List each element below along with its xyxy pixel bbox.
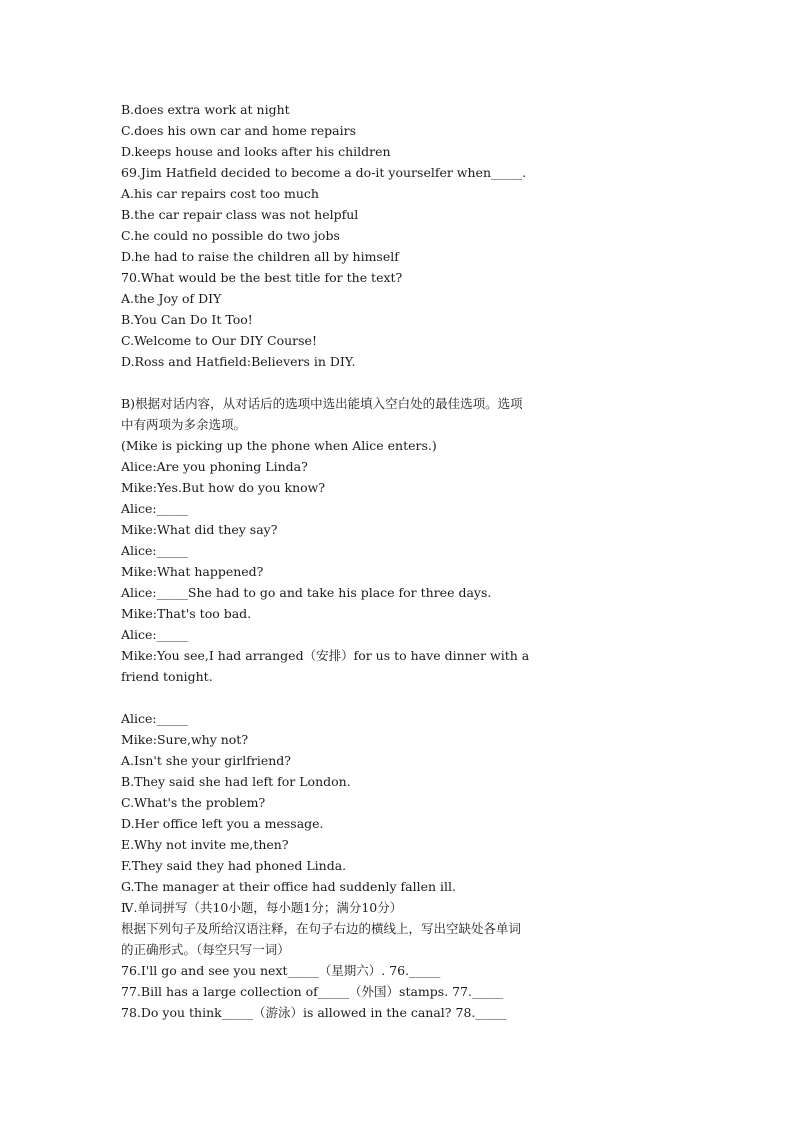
text-line: Alice:_____ <box>121 501 188 516</box>
blank-line <box>121 687 591 708</box>
text-line: 76.I'll go and see you next_____（星期六）. 76._____ <box>121 963 441 978</box>
text-line: Alice:_____ <box>121 627 188 642</box>
text-line: A.the Joy of DIY <box>121 291 222 306</box>
text-line: C.Welcome to Our DIY Course! <box>121 333 317 348</box>
text-line: D.Ross and Hatfield:Believers in DIY. <box>121 354 356 369</box>
text-line: 中有两项为多余选项。 <box>121 417 247 432</box>
blank-line <box>121 372 591 393</box>
text-line: Mike:You see,I had arranged（安排）for us to have dinner with a <box>121 648 530 663</box>
text-line: 根据下列句子及所给汉语注释，在句子右边的横线上，写出空缺处各单词 <box>121 921 522 936</box>
text-line: 78.Do you think_____（游泳）is allowed in the canal? 78._____ <box>121 1005 507 1020</box>
text-line: C.What's the problem? <box>121 795 266 810</box>
text-line: Alice:_____She had to go and take his place for three days. <box>121 585 492 600</box>
text-line: C.does his own car and home repairs <box>121 123 356 138</box>
text-line: Mike:Sure,why not? <box>121 732 249 747</box>
text-line: A.his car repairs cost too much <box>121 186 319 201</box>
text-line: D.Her office left you a message. <box>121 816 324 831</box>
text-line: G.The manager at their office had suddenly fallen ill. <box>121 879 456 894</box>
text-line: B.the car repair class was not helpful <box>121 207 359 222</box>
text-line: Alice:_____ <box>121 543 188 558</box>
text-line: 70.What would be the best title for the text? <box>121 270 403 285</box>
text-line: Ⅳ.单词拼写（共10小题，每小题1分；满分10分） <box>121 900 403 915</box>
text-line: Alice:_____ <box>121 711 188 726</box>
text-line: E.Why not invite me,then? <box>121 837 289 852</box>
text-line: C.he could no possible do two jobs <box>121 228 340 243</box>
text-line: B.They said she had left for London. <box>121 774 351 789</box>
text-line: Mike:Yes.But how do you know? <box>121 480 326 495</box>
text-line: Alice:Are you phoning Linda? <box>121 459 308 474</box>
text-line: B)根据对话内容，从对话后的选项中选出能填入空白处的最佳选项。选项 <box>121 396 523 411</box>
document-page <box>121 99 591 1023</box>
text-line: Mike:What happened? <box>121 564 264 579</box>
text-line: A.Isn't she your girlfriend? <box>121 753 291 768</box>
text-line: Mike:That's too bad. <box>121 606 252 621</box>
text-line: friend tonight. <box>121 669 213 684</box>
text-line: B.You Can Do It Too! <box>121 312 253 327</box>
text-line: 77.Bill has a large collection of_____（外国）stamps. 77._____ <box>121 984 504 999</box>
text-line: B.does extra work at night <box>121 102 290 117</box>
text-line: D.he had to raise the children all by himself <box>121 249 399 264</box>
text-line: 69.Jim Hatfield decided to become a do-it yourselfer when_____. <box>121 165 527 180</box>
text-line: D.keeps house and looks after his children <box>121 144 391 159</box>
text-line: Mike:What did they say? <box>121 522 278 537</box>
text-line: (Mike is picking up the phone when Alice enters.) <box>121 438 437 453</box>
text-line: 的正确形式。（每空只写一词） <box>121 942 290 957</box>
text-line: F.They said they had phoned Linda. <box>121 858 347 873</box>
